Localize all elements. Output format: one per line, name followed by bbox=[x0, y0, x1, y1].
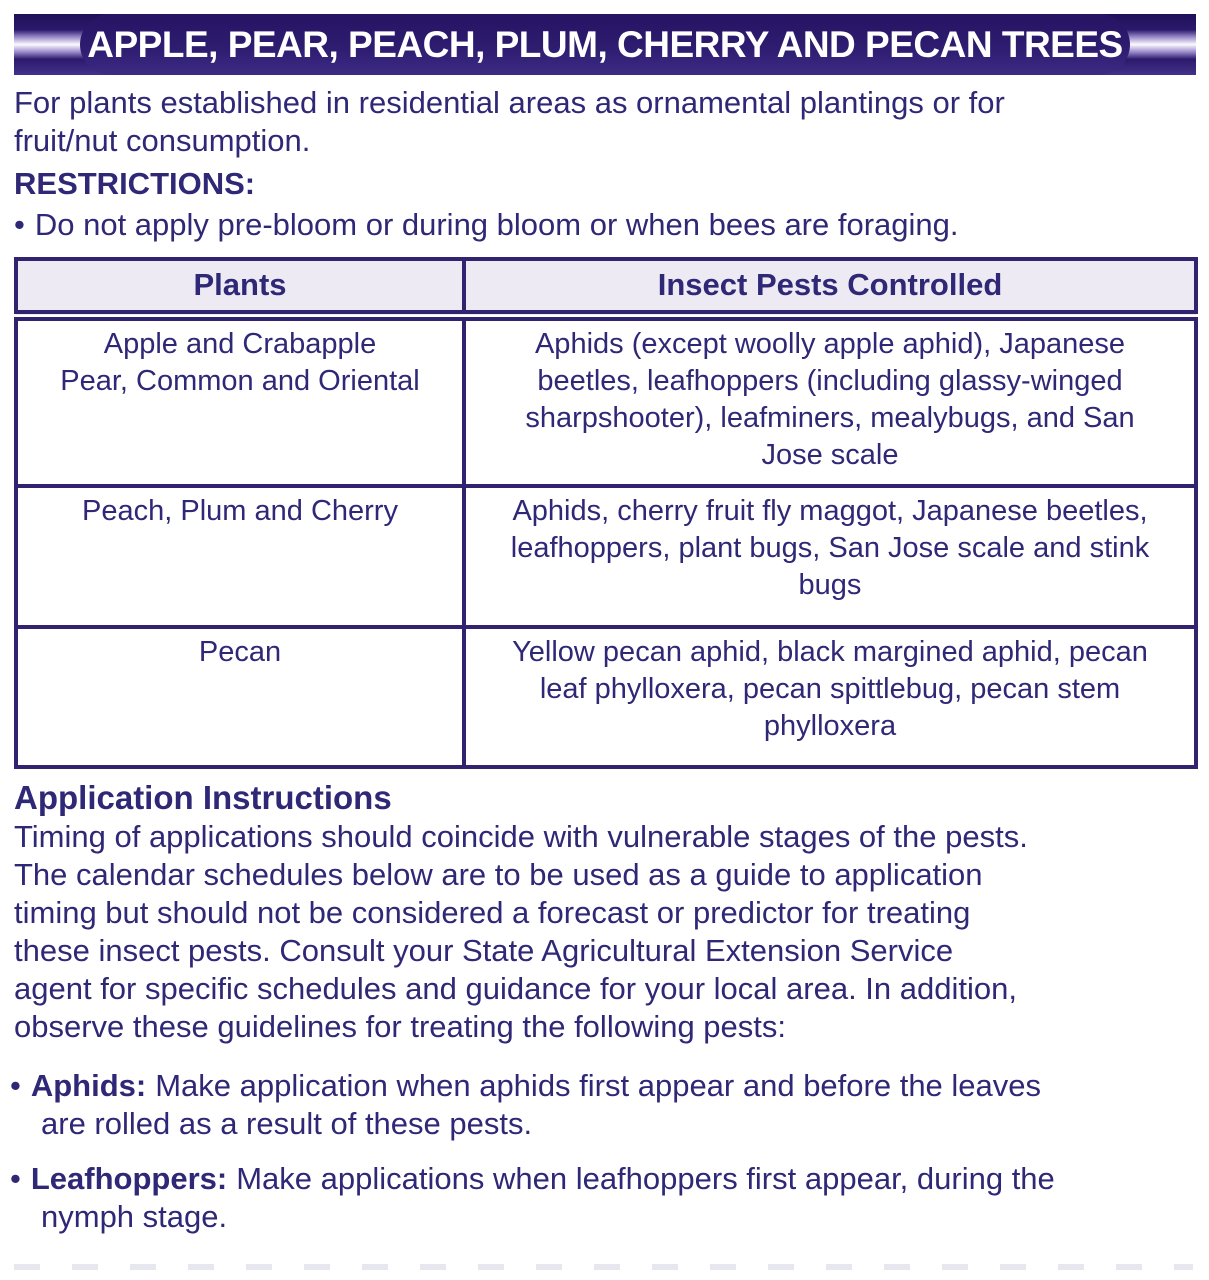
pests-line: Jose scale bbox=[761, 438, 899, 471]
bullet-glyph: • bbox=[10, 1160, 21, 1196]
pests-cell bbox=[464, 315, 1196, 486]
application-instructions-heading: Application Instructions bbox=[14, 778, 392, 816]
guideline-line bbox=[10, 1160, 1195, 1198]
list-item-aphids bbox=[10, 1067, 1195, 1143]
restrictions-heading: RESTRICTIONS: bbox=[14, 166, 256, 201]
paragraph-line: The calendar schedules below are to be used as a guide to application bbox=[14, 856, 983, 892]
plants-line: Pear, Common and Oriental bbox=[60, 364, 420, 397]
paragraph-line: agent for specific schedules and guidance for your local area. In addition, bbox=[14, 970, 1017, 1006]
intro-paragraph bbox=[14, 84, 1195, 160]
list-item-leafhoppers bbox=[10, 1160, 1195, 1236]
pests-cell bbox=[464, 627, 1196, 767]
pests-line: beetles, leafhoppers (including glassy-winged bbox=[537, 364, 1123, 397]
plants-line: Peach, Plum and Cherry bbox=[82, 494, 398, 527]
paragraph-line: these insect pests. Consult your State Agricultural Extension Service bbox=[14, 932, 954, 968]
pests-line: Aphids (except woolly apple aphid), Japanese bbox=[534, 327, 1126, 360]
bullet-glyph: • bbox=[14, 207, 25, 242]
plants-cell bbox=[16, 486, 464, 627]
pests-line: leafhoppers, plant bugs, San Jose scale and stink bbox=[510, 531, 1150, 564]
plants-line: Pecan bbox=[198, 635, 282, 668]
table-row bbox=[16, 627, 1196, 767]
guideline-line bbox=[10, 1067, 1195, 1105]
pests-line: phylloxera bbox=[763, 709, 897, 742]
column-header-plants: Plants bbox=[16, 259, 464, 315]
restriction-item bbox=[14, 205, 1195, 245]
paragraph-line: timing but should not be considered a forecast or predictor for treating bbox=[14, 894, 971, 930]
pests-line: bugs bbox=[798, 568, 862, 601]
pests-line: Yellow pecan aphid, black margined aphid, pecan bbox=[512, 635, 1148, 668]
restriction-text: Do not apply pre-bloom or during bloom or when bees are foraging. bbox=[34, 207, 959, 242]
section-title: APPLE, PEAR, PEACH, PLUM, CHERRY AND PECAN TREES bbox=[87, 23, 1123, 65]
header-row bbox=[16, 259, 1196, 315]
plants-line: Apple and Crabapple bbox=[103, 327, 377, 360]
column-header-pests: Insect Pests Controlled bbox=[464, 259, 1196, 315]
pest-table-header bbox=[16, 259, 1196, 315]
guideline-text: Make applications when leafhoppers first appear, during the bbox=[236, 1160, 1055, 1196]
application-instructions-paragraph bbox=[14, 818, 1195, 1046]
paragraph-line: observe these guidelines for treating the following pests: bbox=[14, 1008, 787, 1044]
pests-cell bbox=[464, 486, 1196, 627]
cutoff-next-section-hint bbox=[14, 1264, 1193, 1270]
pests-line: Aphids, cherry fruit fly maggot, Japanese beetles, bbox=[512, 494, 1148, 527]
bullet-glyph: • bbox=[10, 1067, 21, 1103]
intro-line: fruit/nut consumption. bbox=[14, 123, 311, 158]
guideline-line: are rolled as a result of these pests. bbox=[41, 1105, 533, 1141]
guideline-term: Aphids: bbox=[30, 1067, 147, 1103]
intro-line: For plants established in residential areas as ornamental plantings or for bbox=[14, 85, 1005, 120]
paragraph-line: Timing of applications should coincide with vulnerable stages of the pests. bbox=[14, 818, 1028, 854]
pests-line: sharpshooter), leafminers, mealybugs, and San bbox=[525, 401, 1135, 434]
plants-cell bbox=[16, 315, 464, 486]
guideline-term: Leafhoppers: bbox=[30, 1160, 228, 1196]
plants-cell bbox=[16, 627, 464, 767]
banner-pill bbox=[80, 14, 1130, 75]
section-banner bbox=[14, 14, 1196, 75]
guideline-line: nymph stage. bbox=[41, 1198, 228, 1234]
guideline-text: Make application when aphids first appear and before the leaves bbox=[155, 1067, 1042, 1103]
table-row bbox=[16, 486, 1196, 627]
pest-table bbox=[14, 257, 1198, 769]
pest-guideline-list bbox=[10, 1067, 1195, 1236]
pests-line: leaf phylloxera, pecan spittlebug, pecan stem bbox=[539, 672, 1121, 705]
table-row bbox=[16, 315, 1196, 486]
